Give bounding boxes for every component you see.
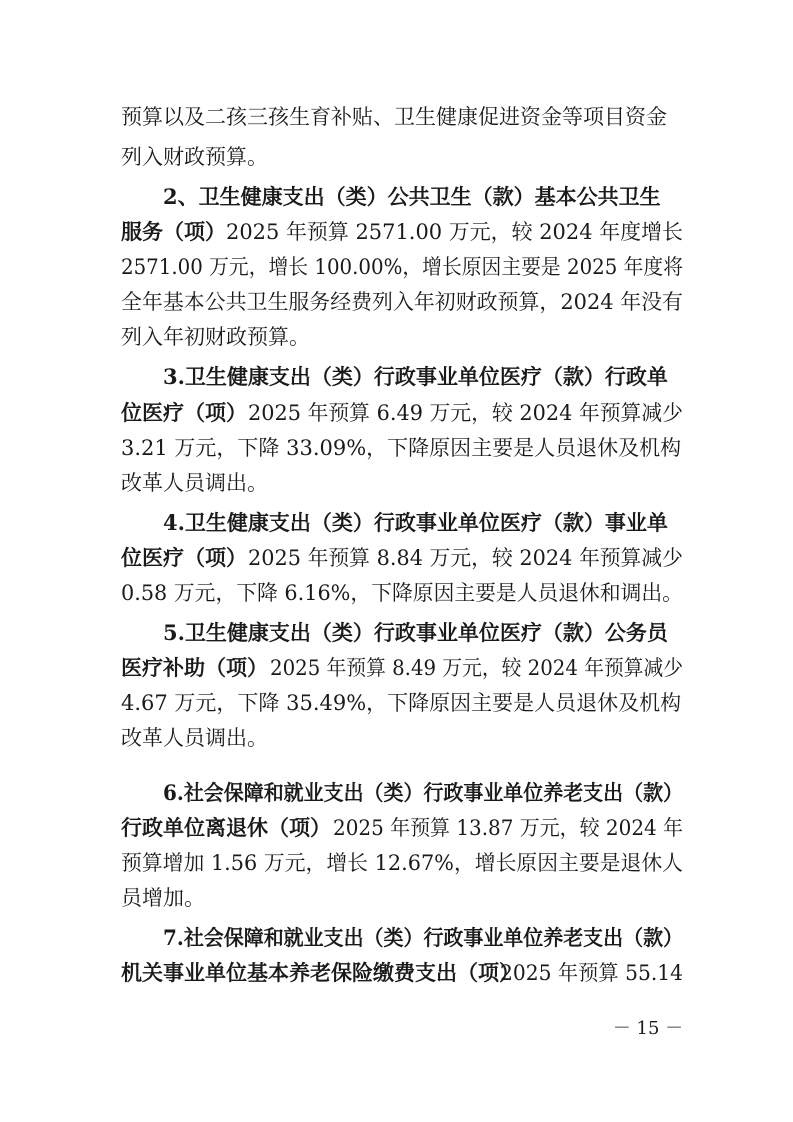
- text-line: [0, 393, 793, 433]
- bold-text: 6.社会保障和就业支出（类）行政事业单位养老支出（款）: [163, 780, 684, 805]
- text-line: [0, 428, 793, 468]
- paragraph-heading-line: [0, 918, 793, 958]
- bold-text: 医疗补助（项）: [121, 655, 268, 680]
- paragraph-heading-line: [0, 773, 793, 813]
- line-text: 0.58 万元，下降 6.16%，下降原因主要是人员退休和调出。: [121, 581, 683, 605]
- line-text: 4.67 万元，下降 35.49%，下降原因主要是人员退休及机构: [121, 691, 682, 715]
- text-line: [0, 648, 793, 688]
- bold-text: 4.卫生健康支出（类）行政事业单位医疗（款）事业单: [163, 510, 668, 535]
- text-line: [0, 137, 793, 177]
- line-text: 列入财政预算。: [121, 145, 268, 169]
- bold-text: 7.社会保障和就业支出（类）行政事业单位养老支出（款）: [163, 925, 684, 950]
- text-line: [0, 808, 793, 848]
- paragraph-heading-line: [0, 357, 793, 397]
- paragraph-heading-line: [0, 177, 793, 217]
- text-line: [0, 683, 793, 723]
- line-text: 2025 年预算 8.84 万元，较 2024 年预算减少: [248, 546, 683, 570]
- text-line: [0, 573, 793, 613]
- text-line: [0, 878, 793, 918]
- paragraph-heading-line: [0, 613, 793, 653]
- bold-text: 2、卫生健康支出（类）公共卫生（款）基本公共卫生: [163, 184, 661, 209]
- line-text: 2571.00 万元，增长 100.00%，增长原因主要是 2025 年度将: [121, 255, 684, 279]
- line-text: 预算增加 1.56 万元，增长 12.67%，增长原因主要是退休人: [121, 851, 683, 875]
- line-text: 2025 年预算 55.14: [500, 961, 684, 985]
- text-line: [0, 538, 793, 578]
- text-line: [0, 97, 793, 137]
- line-text: 3.21 万元，下降 33.09%，下降原因主要是人员退休及机构: [121, 436, 682, 460]
- line-text: 预算以及二孩三孩生育补贴、卫生健康促进资金等项目资金: [121, 105, 667, 129]
- bold-text: 行政单位离退休（项）: [121, 815, 331, 840]
- line-text: 改革人员调出。: [121, 471, 268, 495]
- text-line: [0, 718, 793, 758]
- line-text: 列入年初财政预算。: [121, 325, 310, 349]
- line-text: 2025 年预算 8.49 万元，较 2024 年预算减少: [270, 656, 683, 680]
- text-line: [0, 282, 793, 322]
- text-line: [0, 212, 793, 252]
- paragraph-heading-line: [0, 503, 793, 543]
- bold-text: 机关事业单位基本养老保险缴费支出（项）: [121, 960, 520, 985]
- text-line: [0, 247, 793, 287]
- line-text: 全年基本公共卫生服务经费列入年初财政预算，2024 年没有: [121, 290, 683, 314]
- text-line: [0, 953, 793, 993]
- bold-text: 5.卫生健康支出（类）行政事业单位医疗（款）公务员: [163, 620, 668, 645]
- page-number: － 15 －: [612, 1018, 684, 1039]
- line-text: 改革人员调出。: [121, 726, 268, 750]
- text-line: [0, 317, 793, 357]
- line-text: 员增加。: [121, 886, 205, 910]
- line-text: 2025 年预算 2571.00 万元，较 2024 年度增长: [226, 220, 684, 244]
- bold-text: 服务（项）: [121, 219, 226, 244]
- bold-text: 位医疗（项）: [121, 545, 247, 570]
- text-line: [0, 843, 793, 883]
- line-text: 2025 年预算 6.49 万元，较 2024 年预算减少: [248, 401, 683, 425]
- line-text: 2025 年预算 13.87 万元，较 2024 年: [333, 816, 684, 840]
- bold-text: 3.卫生健康支出（类）行政事业单位医疗（款）行政单: [163, 364, 668, 389]
- text-line: [0, 463, 793, 503]
- bold-text: 位医疗（项）: [121, 400, 247, 425]
